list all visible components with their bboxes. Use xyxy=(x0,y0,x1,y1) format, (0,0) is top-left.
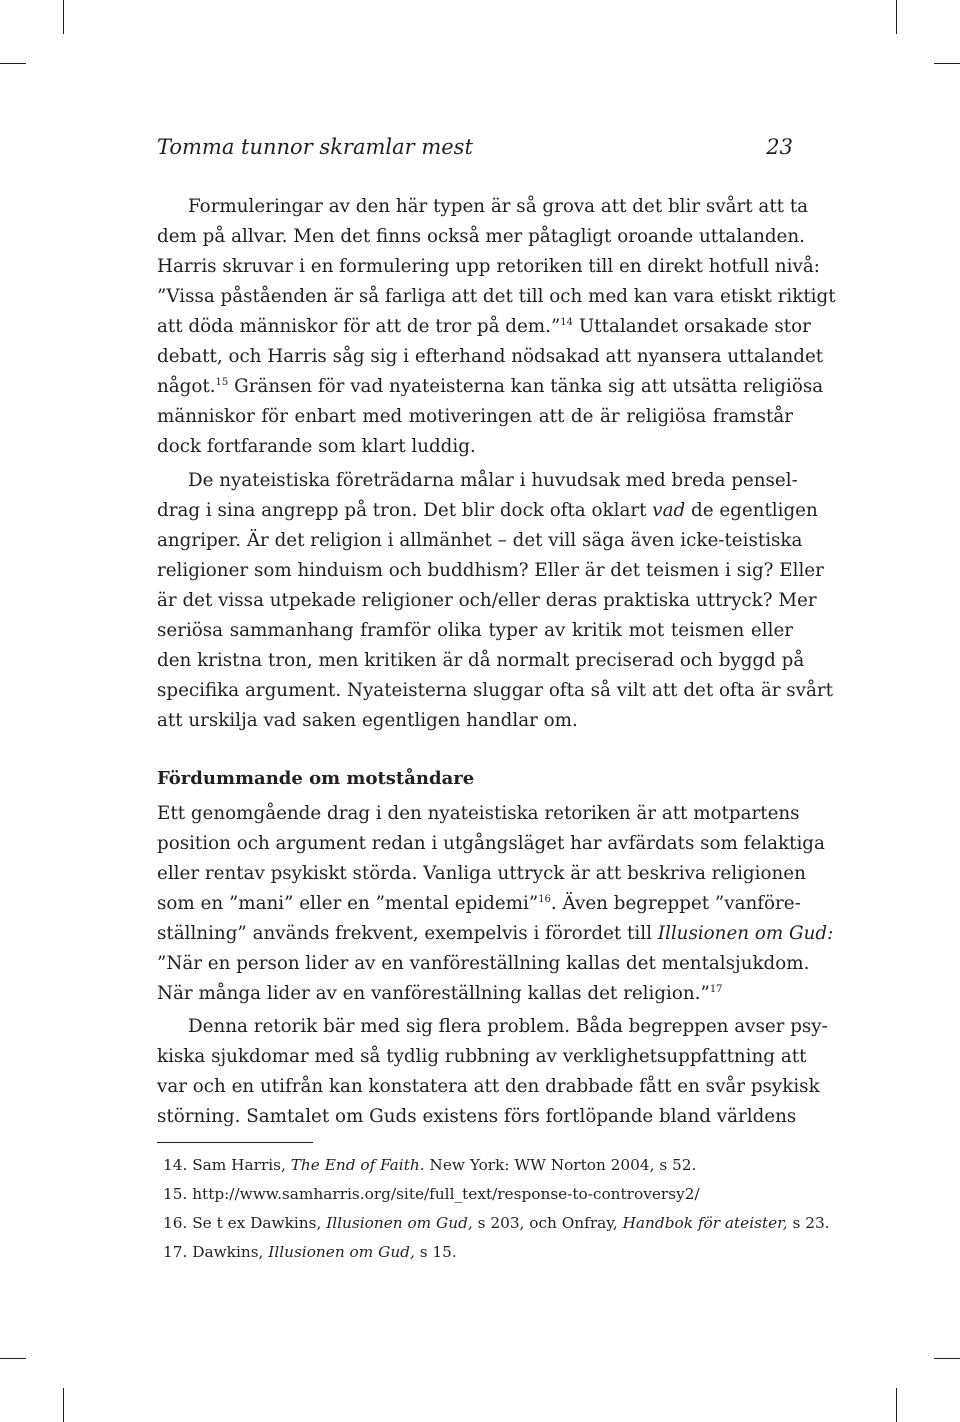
book-title: Illusionen om Gud, xyxy=(268,1243,415,1261)
text-run: . Även begreppet ”vanföre- xyxy=(550,893,801,914)
text-line: kiska sjukdomar med så tydlig rubbning av verklighetsuppfattning att xyxy=(157,1046,807,1067)
footnote-link[interactable]: http://www.samharris.org/site/full_text/response-to-controversy2/ xyxy=(192,1185,700,1203)
footnote-number: 15. xyxy=(163,1185,188,1203)
text-line: specifika argument. Nyateisterna sluggar ofta så vilt att det ofta är svårt xyxy=(157,680,833,701)
footnote-ref-16[interactable]: 16 xyxy=(538,894,551,905)
footnote-text: s 15. xyxy=(414,1243,457,1261)
crop-mark-top-left-h xyxy=(0,63,26,64)
page-number: 23 xyxy=(766,135,793,159)
text-line: Ett genomgående drag i den nyateistiska retoriken är att motpartens xyxy=(157,803,800,824)
footnote-ref-15[interactable]: 15 xyxy=(215,377,229,388)
text-line: seriösa sammanhang framför olika typer av kritik mot teismen eller xyxy=(157,620,793,641)
footnote-text: s 23. xyxy=(787,1214,830,1232)
crop-mark-top-right xyxy=(896,0,897,34)
footnote-15 xyxy=(163,1181,803,1207)
crop-mark-top-left xyxy=(63,0,64,34)
running-title: Tomma tunnor skramlar mest xyxy=(157,135,473,159)
footnote-text: Dawkins, xyxy=(192,1243,269,1261)
footnote-text: s 203, och Onfray, xyxy=(472,1214,623,1232)
running-header xyxy=(157,131,793,163)
crop-mark-bottom-right-h xyxy=(934,1358,960,1359)
text-run: När många lider av en vanföreställning kallas det religion.” xyxy=(157,983,710,1004)
footnote-text: Sam Harris, xyxy=(192,1156,291,1174)
book-title: Illusionen om Gud, xyxy=(326,1214,473,1232)
text-line: De nyateistiska företrädarna målar i huvudsak med breda pensel- xyxy=(188,470,798,491)
footnote-ref-14[interactable]: 14 xyxy=(560,317,574,328)
text-run: Uttalandet orsakade stor xyxy=(573,316,811,337)
text-line: Formuleringar av den här typen är så grova att det blir svårt att ta xyxy=(188,196,809,217)
book-title: Handbok för ateister, xyxy=(622,1214,788,1232)
footnote-divider xyxy=(157,1142,313,1143)
footnote-text: Se t ex Dawkins, xyxy=(192,1214,327,1232)
text-line: Denna retorik bär med sig flera problem. Båda begreppen avser psy- xyxy=(188,1016,828,1037)
footnote-ref-17[interactable]: 17 xyxy=(709,984,723,995)
footnote-17 xyxy=(163,1239,803,1265)
text-line: eller rentav psykiskt störda. Vanliga uttryck är att beskriva religionen xyxy=(157,863,806,884)
text-run: något. xyxy=(157,376,216,397)
text-line xyxy=(157,889,801,919)
text-line: angriper. Är det religion i allmänhet – det vill säga även icke-teistiska xyxy=(157,530,803,551)
text-run: Gränsen för vad nyateisterna kan tänka sig att utsätta religiösa xyxy=(228,376,824,397)
text-run: att döda människor för att de tror på dem.” xyxy=(157,316,561,337)
text-line xyxy=(157,372,824,402)
italic-word: vad xyxy=(652,500,686,521)
text-line: att urskilja vad saken egentligen handlar om. xyxy=(157,710,578,731)
section-heading: Fördummande om motståndare xyxy=(157,768,475,789)
text-line: dem på allvar. Men det finns också mer påtagligt oroande uttalanden. xyxy=(157,226,805,247)
crop-mark-top-right-h xyxy=(934,63,960,64)
text-line: störning. Samtalet om Guds existens förs fortlöpande bland världens xyxy=(157,1106,797,1127)
text-line: människor för enbart med motiveringen att de är religiösa framstår xyxy=(157,406,793,427)
text-line: religioner som hinduism och buddhism? Eller är det teismen i sig? Eller xyxy=(157,560,824,581)
text-run: ställning” används frekvent, exempelvis i förordet till xyxy=(157,923,658,944)
text-line xyxy=(157,496,818,526)
footnote-number: 17. xyxy=(163,1243,188,1261)
text-line: debatt, och Harris såg sig i efterhand nödsakad att nyansera uttalandet xyxy=(157,346,824,367)
crop-mark-bottom-left xyxy=(63,1388,64,1422)
crop-mark-bottom-right xyxy=(896,1388,897,1422)
text-line xyxy=(157,979,793,1009)
footnote-text: . New York: WW Norton 2004, s 52. xyxy=(419,1156,697,1174)
text-line: dock fortfarande som klart luddig. xyxy=(157,436,476,457)
text-run: de egentligen xyxy=(685,500,818,521)
crop-mark-bottom-left-h xyxy=(0,1358,26,1359)
text-line: position och argument redan i utgångsläget har avfärdats som felaktiga xyxy=(157,833,825,854)
footnote-14 xyxy=(163,1152,803,1178)
footnote-number: 16. xyxy=(163,1214,188,1232)
text-run: som en ”mani” eller en ”mental epidemi” xyxy=(157,893,539,914)
text-line: är det vissa utpekade religioner och/eller deras praktiska uttryck? Mer xyxy=(157,590,817,611)
book-title: The End of Faith xyxy=(290,1156,420,1174)
text-line: ”När en person lider av en vanföreställning kallas det mentalsjukdom. xyxy=(157,953,810,974)
text-run: drag i sina angrepp på tron. Det blir dock ofta oklart xyxy=(157,500,653,521)
footnote-number: 14. xyxy=(163,1156,188,1174)
text-line: var och en utifrån kan konstatera att den drabbade fått en svår psykisk xyxy=(157,1076,820,1097)
book-title: Illusionen om Gud: xyxy=(657,923,834,944)
text-line xyxy=(157,312,811,342)
footnote-16 xyxy=(163,1210,830,1236)
text-line: ”Vissa påståenden är så farliga att det till och med kan vara etiskt riktigt xyxy=(157,286,836,307)
text-line xyxy=(157,919,834,949)
text-line: Harris skruvar i en formulering upp retoriken till en direkt hotfull nivå: xyxy=(157,256,820,277)
text-line: den kristna tron, men kritiken är då normalt preciserad och byggd på xyxy=(157,650,805,671)
